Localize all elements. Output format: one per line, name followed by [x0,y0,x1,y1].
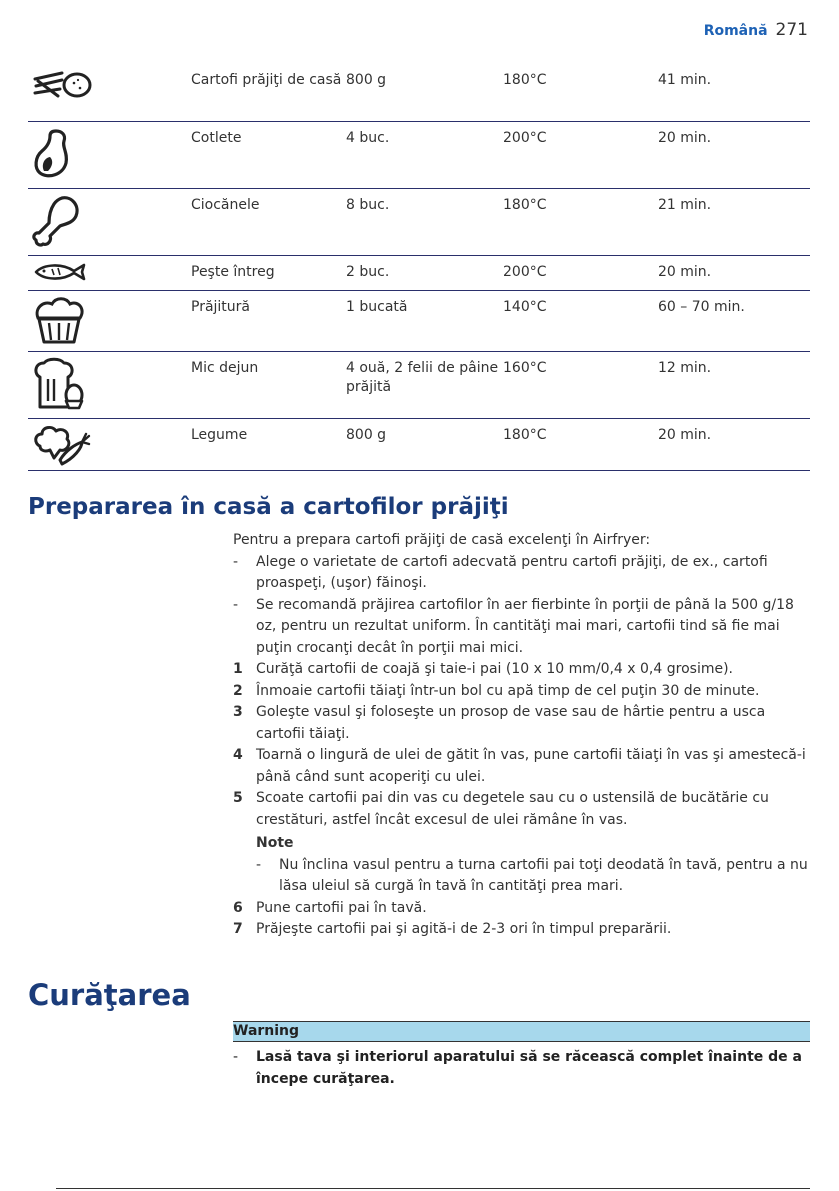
bullet-text: Alege o varietate de cartofi adecvată pentru cartofi prăjiţi, de ex., cartofi proaspeţi, (uşor) făinoşi. [256,553,768,591]
table-row [28,290,810,351]
footer-divider [56,1188,810,1189]
food-name: Cartofi prăjiţi de casă [191,64,346,121]
food-time: 20 min. [658,121,810,188]
note-text: Nu înclina vasul pentru a turna cartofii pai toţi deodată în tavă, pentru a nu lăsa uleiul să curgă în tavă în cantităţi prea mari. [279,856,808,894]
food-quantity: 8 buc. [346,188,503,255]
step-number: 6 [233,899,243,916]
food-quantity: 800 g [346,64,503,121]
step-text: Pune cartofii pai în tavă. [256,899,427,916]
food-quantity: 4 buc. [346,121,503,188]
dash-marker: - [233,1049,239,1065]
step-item [233,659,813,681]
table-row [28,188,810,255]
food-temperature: 200°C [503,121,658,188]
note-title: Note [256,835,294,851]
food-quantity: 2 buc. [346,255,503,290]
toast-egg-icon [28,357,191,411]
fish-icon [28,261,191,283]
meat-chop-icon [28,127,191,181]
vegetables-icon [28,424,191,466]
note-item [256,855,813,898]
food-name: Prăjitură [191,290,346,351]
step-number: 2 [233,682,243,699]
table-row [28,64,810,121]
table-row [28,255,810,290]
warning-item [233,1046,813,1090]
step-item [233,702,813,745]
fries-potato-icon [28,69,191,103]
warning-label: Warning [233,1021,810,1042]
food-temperature: 180°C [503,188,658,255]
list-item [233,552,813,595]
step-item [233,745,813,788]
food-quantity: 1 bucată [346,290,503,351]
step-number: 4 [233,747,243,763]
food-name: Legume [191,418,346,470]
step-text: Prăjeşte cartofii pai şi agită-i de 2-3 ori în timpul preparării. [256,921,672,937]
food-time: 20 min. [658,255,810,290]
step-item [233,919,813,941]
step-text: Curăţă cartofii de coajă şi taie-i pai (10 x 10 mm/0,4 x 0,4 grosime). [256,661,733,677]
section-title-cleaning: Curăţarea [28,978,191,1012]
food-time: 41 min. [658,64,810,121]
table-row [28,418,810,470]
step-item [233,788,813,831]
step-number: 3 [233,704,243,720]
drumstick-icon [28,194,191,250]
food-time: 20 min. [658,418,810,470]
step-item [233,681,813,703]
table-row [28,121,810,188]
table-row [28,351,810,418]
step-item [233,898,813,920]
food-name: Ciocănele [191,188,346,255]
food-temperature: 160°C [503,351,658,418]
food-name: Mic dejun [191,351,346,418]
intro-text: Pentru a prepara cartofi prăjiţi de casă excelenţi în Airfryer: [233,532,651,548]
food-quantity: 4 ouă, 2 felii de pâine prăjită [346,351,503,418]
food-temperature: 180°C [503,64,658,121]
step-number: 5 [233,790,243,806]
step-text: Scoate cartofii pai din vas cu degetele sau cu o ustensilă de bucătărie cu crestături, astfel încât excesul de ulei rămâne în vas. [256,790,769,828]
list-item [233,595,813,660]
muffin-icon [28,296,191,346]
cooking-table [28,64,810,471]
step-text: Goleşte vasul şi foloseşte un prosop de vase sau de hârtie pentru a usca cartofii tăiaţi. [256,704,766,742]
bullet-text: Se recomandă prăjirea cartofilor în aer fierbinte în porţii de până la 500 g/18 oz, pentru un rezultat uniform. În cantităţi mai mari, cartofii tind să fie mai puţin crocanţi decât în porţii mai mici. [256,596,794,656]
step-text: Toarnă o lingură de ulei de gătit în vas, pune cartofii tăiaţi în vas şi amestecă-i până când sunt acoperiţi cu ulei. [256,747,806,785]
language-label: Română [703,23,768,39]
page-number: 271 [775,20,808,40]
step-text: Înmoaie cartofii tăiaţi într-un bol cu apă timp de cel puţin 30 de minute. [256,682,760,699]
food-time: 60 – 70 min. [658,290,810,351]
food-name: Cotlete [191,121,346,188]
food-quantity: 800 g [346,418,503,470]
food-name: Peşte întreg [191,255,346,290]
dash-marker: - [233,553,239,570]
food-time: 21 min. [658,188,810,255]
step-number: 7 [233,921,243,937]
page-header [704,20,808,40]
food-temperature: 200°C [503,255,658,290]
step-number: 1 [233,661,243,677]
dash-marker: - [256,856,262,873]
food-temperature: 180°C [503,418,658,470]
food-time: 12 min. [658,351,810,418]
warning-text: Lasă tava şi interiorul aparatului să se răcească complet înainte de a începe curăţarea. [256,1049,802,1087]
section-title-preparation: Prepararea în casă a cartofilor prăjiţi [28,494,509,520]
dash-marker: - [233,596,239,613]
preparation-body [233,530,813,941]
food-temperature: 140°C [503,290,658,351]
